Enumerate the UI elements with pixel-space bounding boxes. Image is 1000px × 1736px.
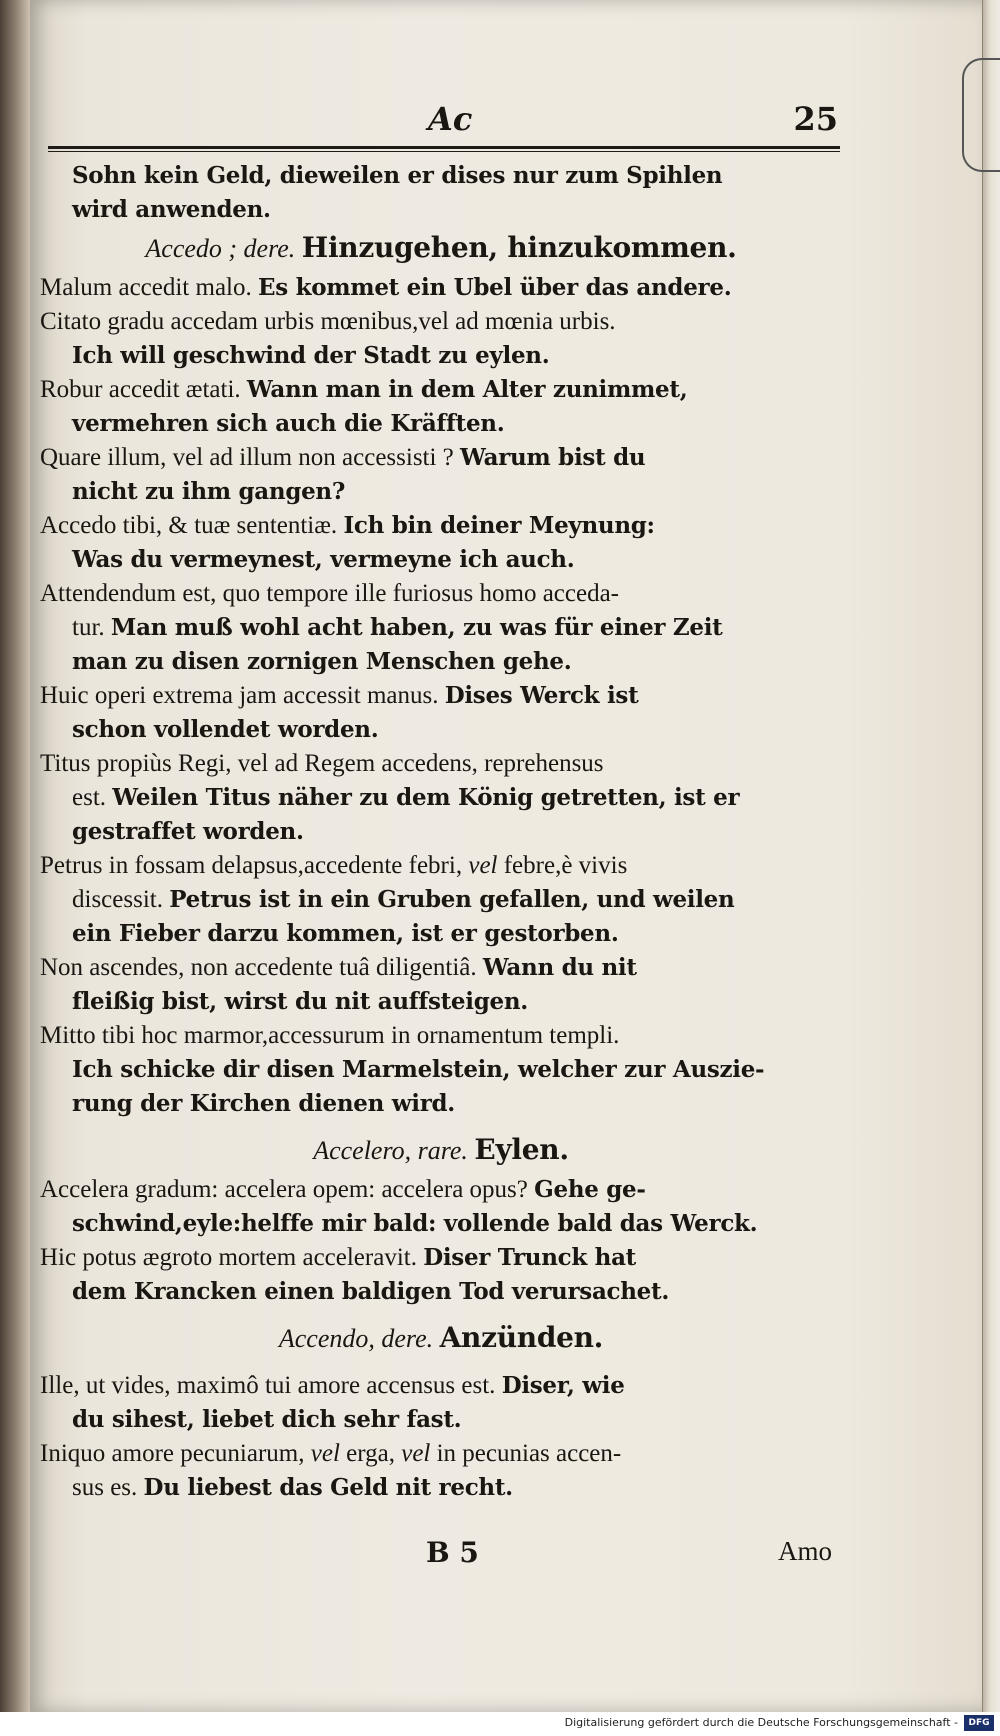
text-line xyxy=(40,372,842,406)
page-edge xyxy=(982,0,1000,1712)
german-text: Weilen Titus näher zu dem König getretten, ist er xyxy=(112,784,740,811)
german-text: Es kommet ein Ubel über das andere. xyxy=(257,274,732,301)
text-line xyxy=(40,610,842,644)
german-text: Dises Werck ist xyxy=(444,682,639,709)
german-text: wird anwenden. xyxy=(72,196,271,223)
latin-text: Quare illum, vel ad illum non accessisti ? xyxy=(40,444,461,471)
latin-text: Accedo ; dere. xyxy=(145,234,302,263)
latin-text: in pecunias accen- xyxy=(430,1440,622,1467)
text-line xyxy=(40,508,842,542)
german-text: Eylen. xyxy=(474,1133,569,1166)
german-text: Sohn kein Geld, dieweilen er dises nur zum Spihlen xyxy=(72,162,723,189)
text-line xyxy=(40,882,842,916)
german-text: Hinzugehen, hinzukommen. xyxy=(301,231,737,264)
text-line xyxy=(40,192,842,226)
latin-text: Robur accedit ætati. xyxy=(40,376,247,403)
german-text: du sihest, liebet dich sehr fast. xyxy=(72,1406,462,1433)
text-line xyxy=(40,474,842,508)
text-line xyxy=(40,1052,842,1086)
latin-text: Mitto tibi hoc marmor,accessurum in ornamentum templi. xyxy=(40,1022,620,1049)
latin-text: Accendo, dere. xyxy=(278,1324,440,1353)
text-line xyxy=(40,1436,842,1470)
german-text: Warum bist du xyxy=(460,444,646,471)
latin-italic-text: vel xyxy=(401,1440,431,1467)
latin-text: Ille, ut vides, maximô tui amore accensus est. xyxy=(40,1372,502,1399)
header-rule xyxy=(48,146,840,149)
page-clip-tab xyxy=(962,58,1000,172)
running-head: Ac xyxy=(428,100,473,138)
text-line xyxy=(40,440,842,474)
german-text: Anzünden. xyxy=(439,1321,604,1354)
german-text: Diser Trunck hat xyxy=(423,1244,637,1271)
latin-text: est. xyxy=(72,784,113,811)
latin-text: febre,è vivis xyxy=(497,852,628,879)
text-line xyxy=(40,1018,842,1052)
page-header xyxy=(48,100,838,148)
german-text: gestraffet worden. xyxy=(72,818,304,845)
lemma-heading xyxy=(40,1316,842,1360)
text-line xyxy=(40,1240,842,1274)
text-line xyxy=(40,984,842,1018)
signature-mark: B 5 xyxy=(426,1536,479,1569)
text-line xyxy=(40,304,842,338)
lemma-heading xyxy=(40,226,842,270)
text-line xyxy=(40,1086,842,1120)
latin-text: sus es. xyxy=(72,1474,144,1501)
latin-text: Accedo tibi, & tuæ sententiæ. xyxy=(40,512,344,539)
german-text: ein Fieber darzu kommen, ist er gestorben. xyxy=(72,920,619,947)
credit-text: Digitalisierung gefördert durch die Deutsche Forschungsgemeinschaft - xyxy=(564,1716,958,1729)
text-line xyxy=(40,406,842,440)
line-gap xyxy=(40,1360,842,1368)
text-line xyxy=(40,338,842,372)
text-line xyxy=(40,1206,842,1240)
text-line xyxy=(40,814,842,848)
german-text: rung der Kirchen dienen wird. xyxy=(72,1090,456,1117)
text-line xyxy=(40,576,842,610)
german-text: Gehe ge- xyxy=(534,1176,646,1203)
latin-italic-text: vel xyxy=(310,1440,340,1467)
text-line xyxy=(40,542,842,576)
latin-text: Huic operi extrema jam accessit manus. xyxy=(40,682,445,709)
text-line xyxy=(40,1368,842,1402)
latin-text: Attendendum est, quo tempore ille furiosus homo acceda- xyxy=(40,580,620,607)
text-line xyxy=(40,1274,842,1308)
text-line xyxy=(40,1172,842,1206)
latin-text: tur. xyxy=(72,614,111,641)
german-text: Ich schicke dir disen Marmelstein, welcher zur Auszie- xyxy=(72,1056,765,1083)
german-text: nicht zu ihm gangen? xyxy=(72,478,346,505)
text-line xyxy=(40,1470,842,1504)
german-text: vermehren sich auch die Kräfften. xyxy=(72,410,505,437)
latin-text: Accelera gradum: accelera opem: accelera opus? xyxy=(40,1176,535,1203)
catchword: Amo xyxy=(778,1536,832,1566)
german-text: Man muß wohl acht haben, zu was für einer Zeit xyxy=(110,614,723,641)
latin-text: Citato gradu accedam urbis mœnibus,vel ad mœnia urbis. xyxy=(40,308,616,335)
line-gap xyxy=(40,1308,842,1316)
german-text: Wann du nit xyxy=(482,954,637,981)
line-gap xyxy=(40,1120,842,1128)
latin-text: erga, xyxy=(339,1440,402,1467)
latin-text: Petrus in fossam delapsus,accedente febri, xyxy=(40,852,469,879)
latin-text: Accelero, rare. xyxy=(313,1136,475,1165)
text-line xyxy=(40,644,842,678)
latin-text: Titus propiùs Regi, vel ad Regem accedens, reprehensus xyxy=(40,750,604,777)
text-line xyxy=(40,678,842,712)
text-line xyxy=(40,746,842,780)
german-text: Wann man in dem Alter zunimmet, xyxy=(246,376,688,403)
page-footer xyxy=(40,1536,842,1580)
german-text: schon vollendet worden. xyxy=(72,716,379,743)
dictionary-text-body xyxy=(40,158,842,1504)
text-line xyxy=(40,916,842,950)
german-text: Was du vermeynest, vermeyne ich auch. xyxy=(72,546,575,573)
latin-italic-text: vel xyxy=(468,852,498,879)
text-line xyxy=(40,1402,842,1436)
latin-text: Malum accedit malo. xyxy=(40,274,258,301)
german-text: man zu disen zornigen Menschen gehe. xyxy=(72,648,572,675)
latin-text: Non ascendes, non accedente tuâ diligentiâ. xyxy=(40,954,483,981)
page-number: 25 xyxy=(793,100,838,138)
german-text: schwind,eyle:helffe mir bald: vollende bald das Werck. xyxy=(72,1210,758,1237)
text-line xyxy=(40,712,842,746)
german-text: Ich bin deiner Meynung: xyxy=(343,512,655,539)
german-text: Petrus ist in ein Gruben gefallen, und weilen xyxy=(169,886,735,913)
text-line xyxy=(40,848,842,882)
text-line xyxy=(40,270,842,304)
german-text: dem Krancken einen baldigen Tod verursachet. xyxy=(72,1278,670,1305)
text-line xyxy=(40,158,842,192)
german-text: Diser, wie xyxy=(501,1372,625,1399)
german-text: Ich will geschwind der Stadt zu eylen. xyxy=(72,342,550,369)
latin-text: Hic potus ægroto mortem acceleravit. xyxy=(40,1244,424,1271)
text-line xyxy=(40,780,842,814)
latin-text: Iniquo amore pecuniarum, xyxy=(40,1440,311,1467)
lemma-heading xyxy=(40,1128,842,1172)
german-text: fleißig bist, wirst du nit auffsteigen. xyxy=(72,988,528,1015)
latin-text: discessit. xyxy=(72,886,170,913)
digitization-credit-bar xyxy=(0,1712,1000,1736)
dfg-logo: DFG xyxy=(964,1715,994,1731)
text-line xyxy=(40,950,842,984)
german-text: Du liebest das Geld nit recht. xyxy=(143,1474,513,1501)
header-rule-thin xyxy=(48,151,840,152)
